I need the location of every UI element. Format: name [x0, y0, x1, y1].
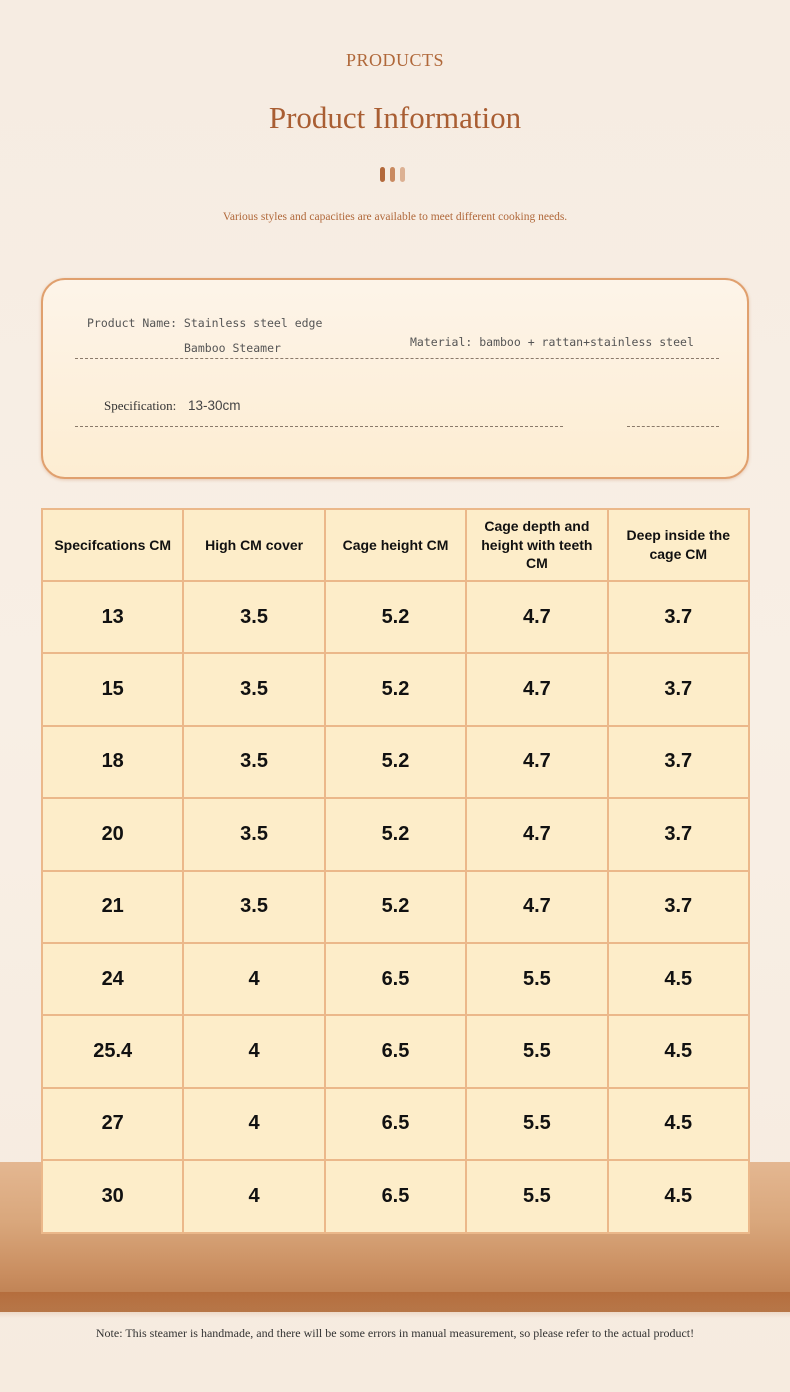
- table-cell: 5.2: [325, 726, 466, 798]
- table-cell: 6.5: [325, 1160, 466, 1232]
- table-cell: 25.4: [42, 1015, 183, 1087]
- table-cell: 6.5: [325, 943, 466, 1015]
- column-header: Cage height CM: [325, 509, 466, 581]
- table-row: [42, 1088, 749, 1160]
- table-cell: 6.5: [325, 1088, 466, 1160]
- table-row: [42, 726, 749, 798]
- specification-label: Specification:: [104, 398, 177, 413]
- shelf-shadow: [0, 1292, 790, 1318]
- table-cell: 18: [42, 726, 183, 798]
- table-cell: 4.5: [608, 943, 749, 1015]
- table-cell: 3.7: [608, 871, 749, 943]
- table-cell: 4.7: [466, 871, 607, 943]
- bar-medium: [390, 167, 395, 182]
- decorative-bars-icon: [380, 167, 420, 185]
- table-cell: 5.2: [325, 871, 466, 943]
- table-cell: 5.2: [325, 581, 466, 653]
- table-cell: 5.5: [466, 1015, 607, 1087]
- table-cell: 3.5: [183, 798, 324, 870]
- table-cell: 5.2: [325, 798, 466, 870]
- table-cell: 3.7: [608, 581, 749, 653]
- product-info-card: [41, 278, 749, 479]
- column-header: Specifcations CM: [42, 509, 183, 581]
- column-header: High CM cover: [183, 509, 324, 581]
- table-cell: 4.5: [608, 1088, 749, 1160]
- table-row: [42, 653, 749, 725]
- table-cell: 4.7: [466, 653, 607, 725]
- section-eyebrow: PRODUCTS: [345, 50, 445, 70]
- table-cell: 4: [183, 1088, 324, 1160]
- table-cell: 5.5: [466, 1160, 607, 1232]
- page-title: Product Information: [268, 100, 522, 135]
- table-row: [42, 1015, 749, 1087]
- table-row: [42, 1160, 749, 1232]
- table-row: [42, 581, 749, 653]
- table-cell: 3.5: [183, 653, 324, 725]
- table-row: [42, 871, 749, 943]
- table-cell: 4.7: [466, 581, 607, 653]
- table-row: [42, 943, 749, 1015]
- specification-value: 13-30cm: [188, 398, 241, 413]
- table-cell: 24: [42, 943, 183, 1015]
- material-text: Material: bamboo + rattan+stainless steel: [410, 335, 694, 349]
- product-name-value: Bamboo Steamer: [184, 341, 281, 355]
- table-cell: 6.5: [325, 1015, 466, 1087]
- table-row: [42, 798, 749, 870]
- table-cell: 3.7: [608, 726, 749, 798]
- table-cell: 13: [42, 581, 183, 653]
- table-cell: 4: [183, 1160, 324, 1232]
- table-cell: 4: [183, 943, 324, 1015]
- table-cell: 5.2: [325, 653, 466, 725]
- table-cell: 21: [42, 871, 183, 943]
- divider: [75, 426, 563, 427]
- divider: [627, 426, 719, 427]
- product-name-label: Product Name: Stainless steel edge: [87, 316, 323, 330]
- table-header-row: [42, 509, 749, 581]
- table-cell: 3.7: [608, 798, 749, 870]
- divider: [75, 358, 719, 359]
- bar-dark: [380, 167, 385, 182]
- table-cell: 3.5: [183, 726, 324, 798]
- column-header: Cage depth and height with teeth CM: [466, 509, 607, 581]
- table-cell: 5.5: [466, 943, 607, 1015]
- table-cell: 27: [42, 1088, 183, 1160]
- table-cell: 3.5: [183, 871, 324, 943]
- specification-table: [41, 508, 750, 1234]
- table-cell: 3.7: [608, 653, 749, 725]
- table-cell: 5.5: [466, 1088, 607, 1160]
- table-cell: 15: [42, 653, 183, 725]
- tagline: Various styles and capacities are available to meet different cooking needs.: [222, 211, 568, 223]
- footer-note: Note: This steamer is handmade, and there will be some errors in manual measurement, so please refer to the actual product!: [95, 1326, 695, 1340]
- table-cell: 4.5: [608, 1160, 749, 1232]
- table-cell: 4.7: [466, 798, 607, 870]
- table-cell: 3.5: [183, 581, 324, 653]
- table-cell: 4: [183, 1015, 324, 1087]
- bar-light: [400, 167, 405, 182]
- table-cell: 20: [42, 798, 183, 870]
- table-cell: 30: [42, 1160, 183, 1232]
- table-cell: 4.5: [608, 1015, 749, 1087]
- table-cell: 4.7: [466, 726, 607, 798]
- column-header: Deep inside the cage CM: [608, 509, 749, 581]
